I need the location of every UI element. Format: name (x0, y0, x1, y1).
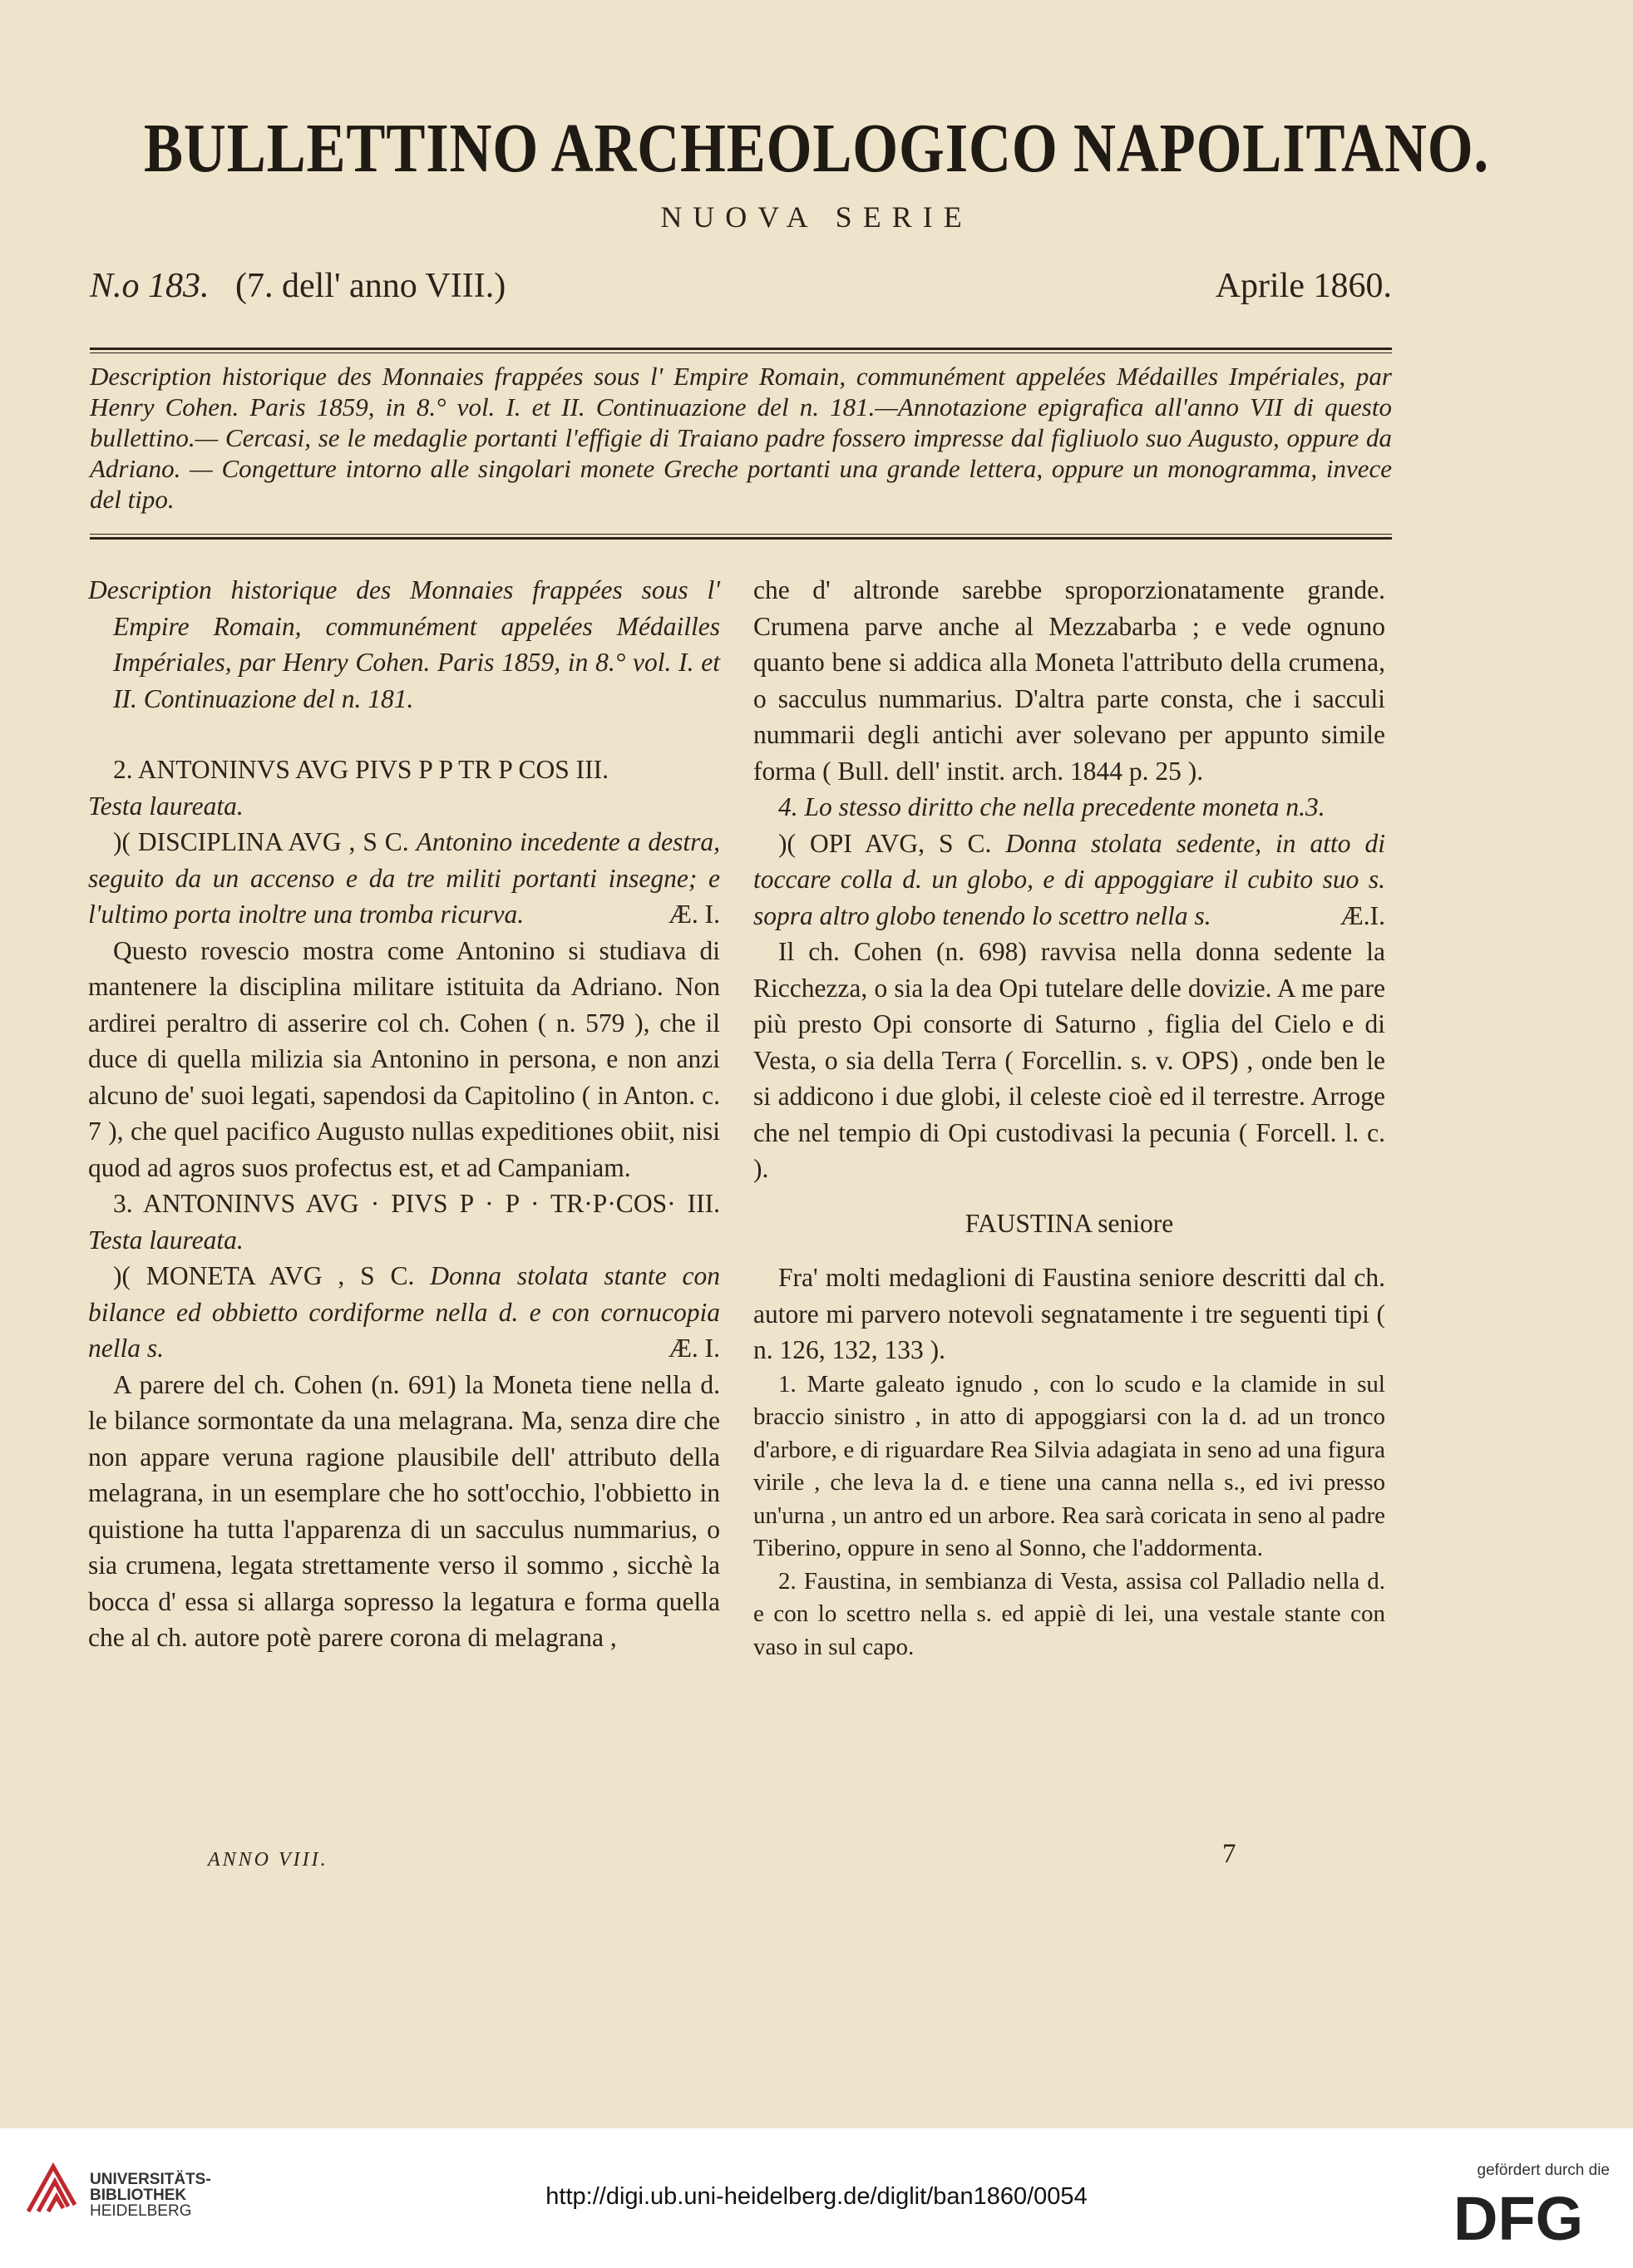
coin-4-reverse-desc: Donna stolata sedente, in atto di toccare colla d. un globo, e di appoggiare il cubito suo s. sopra altro globo tenendo lo scettro nella s. (753, 828, 1385, 930)
coin-2-obverse-type: Testa laureata. (88, 791, 244, 821)
coin-2-reverse-desc: Antonino incedente a destra, seguito da un accenso e da tre militi portanti insegne; e l'ultimo porta inoltre una tromba ricurva. (88, 827, 720, 929)
signature-mark: ANNO VIII. (208, 1849, 328, 1871)
coin-2-metal: Æ. I. (668, 900, 720, 929)
coin-4-reverse-legend: )( OPI AVG, S C. (778, 828, 992, 858)
coin-4-obverse: 4. Lo stesso diritto che nella precedente moneta n.3. (778, 792, 1325, 821)
section-title-faustina: FAUSTINA seniore (965, 1208, 1174, 1238)
dfg-logo-text: DFG (1453, 2188, 1584, 2248)
coin-2-reverse-legend: )( DISCIPLINA AVG , S C. (113, 827, 409, 856)
coin-3-reverse-legend: )( MONETA AVG , S C. (113, 1261, 415, 1290)
issue-date: Aprile 1860. (1215, 267, 1392, 305)
faustina-intro: Fra' molti medaglioni di Faustina seniore descritti dal ch. autore mi parvero notevoli segnatamente i tre seguenti tipi ( n. 126, 132, 133 ). (753, 1263, 1385, 1364)
coin-3-obverse (88, 1186, 720, 1258)
coin-3-metal: Æ. I. (668, 1334, 720, 1363)
bottom-rule-thin (90, 534, 1392, 535)
funding-label: gefördert durch die (1477, 2162, 1610, 2179)
bottom-rule-thick (90, 537, 1392, 540)
commentary-paragraph-3: che d' altronde sarebbe sproporzionatamente grande. Crumena parve anche al Mezzabarba ; e vede ognuno quanto bene si addica alla Moneta l'attributo della crumena, o sacculus nummarius. D'altra parte consta, che i sacculi nummarii degli antichi aver solevano per appunto simile forma ( Bull. dell' instit. arch. 1844 p. 25 ). (753, 575, 1385, 786)
coin-2-reverse (88, 824, 720, 933)
library-line-2: BIBLIOTHEK (90, 2187, 187, 2204)
issue-number: N.o 183. (90, 267, 210, 305)
coin-3-obverse-legend: 3. ANTONINVS AVG · PIVS P · P · TR·P·COS· III. (113, 1189, 720, 1218)
coin-3-reverse (88, 1258, 720, 1367)
commentary-paragraph-2: A parere del ch. Cohen (n. 691) la Moneta tiene nella d. le bilance sormontate da una melagrana. Ma, senza dire che non appare veruna ragione plausibile dell' attributo della melagrana, in un esemplare che ho sott'occhio, l'obbietto in quistione ha tutta l'apparenza di un sacculus nummarius, o sia crumena, legata strettamente verso il sommo , sicchè la bocca d' essa si allarga sopresso la legatura e forma quella che al ch. autore potè parere corona di melagrana , (88, 1369, 720, 1652)
top-rule-thick (90, 348, 1392, 350)
coin-2-obverse-legend: 2. ANTONINVS AVG PIVS P P TR P COS III. (113, 755, 609, 784)
page-number: 7 (1222, 1839, 1236, 1869)
commentary-paragraph-1: Questo rovescio mostra come Antonino si studiava di mantenere la disciplina militare istituita da Adriano. Non ardirei peraltro di asserire col ch. Cohen ( n. 579 ), che il duce di quella milizia sia Antonino in persona, e non anzi alcuno de' suoi legati, sapendosi da Capitolino ( in Anton. c. 7 ), che quel pacifico Augusto nullas expeditiones obiit, nisi quod ad agros suos profectus est, et ad Campaniam. (88, 935, 720, 1182)
journal-subtitle: NUOVA SERIE (660, 200, 973, 234)
article-heading: Description historique des Monnaies frappées sous l' Empire Romain, communément appelées Médailles Impériales, par Henry Cohen. Paris 1859, in 8.° vol. I. et II. Continuazione del n. 181. (88, 575, 720, 713)
coin-3-obverse-type: Testa laureata. (88, 1225, 244, 1255)
coin-4-reverse (753, 826, 1385, 934)
coin-4-metal: Æ.I. (1339, 900, 1385, 930)
commentary-paragraph-4: Il ch. Cohen (n. 698) ravvisa nella donna sedente la Ricchezza, o sia la dea Opi tutelare delle dovizie. A me pare più presto Opi consorte di Saturno , figlia del Cielo e di Vesta, o sia della Terra ( Forcellin. s. v. OPS) , onde ben le si addicono i due globi, il celeste cioè ed il terrestre. Arroge che nel tempio di Opi custodivasi la pecunia ( Forcell. l. c. ). (753, 937, 1385, 1183)
journal-title: BULLETTINO ARCHEOLOGICO NAPOLITANO. (144, 110, 1489, 187)
medallion-2: 2. Faustina, in sembianza di Vesta, assisa col Palladio nella d. e con lo scettro nella s. ed appiè di lei, una vestale stante con vaso in sul capo. (753, 1567, 1385, 1660)
library-line-1: UNIVERSITÄTS- (90, 2171, 211, 2188)
medallion-1: 1. Marte galeato ignudo , con lo scudo e la clamide in sul braccio sinistro , in atto di appoggiarsi con la d. ad un tronco d'arbore, e di riguardare Rea Silvia adagiata in seno ad una figura virile , che leva la d. e tiene una canna nella s., ed ivi presso un'urna , un antro ed un arbore. Rea sarà coricata in seno al padre Tiberino, oppure in seno al Sonno, che l'addormenta. (753, 1370, 1385, 1561)
coin-3-reverse-desc: Donna stolata stante con bilance ed obbietto cordiforme nella d. e con cornucopia nella s. (88, 1261, 720, 1363)
library-line-3: HEIDELBERG (90, 2202, 192, 2220)
issue-detail: (7. dell' anno VIII.) (235, 267, 506, 305)
left-column (88, 572, 720, 1656)
contents-summary: Description historique des Monnaies frappées sous l' Empire Romain, communément appelées Médailles Impériales, par Henry Cohen. Paris 1859, in 8.° vol. I. et II. Continuazione del n. 181.—Annotazione epigrafica all'anno VII di questo bullettino.— Cercasi, se le medaglie portanti l'effigie di Traiano padre fossero impresse dal figliuolo suo Augusto, oppure da Adriano. — Congetture intorno alle singolari monete Greche portanti una grande lettera, oppure un monogramma, invece del tipo. (90, 362, 1392, 514)
right-column (753, 572, 1385, 1664)
dfg-logo-icon[interactable] (1453, 2188, 1611, 2248)
permalink-url[interactable]: http://digi.ub.uni-heidelberg.de/diglit/ban1860/0054 (545, 2183, 1088, 2210)
